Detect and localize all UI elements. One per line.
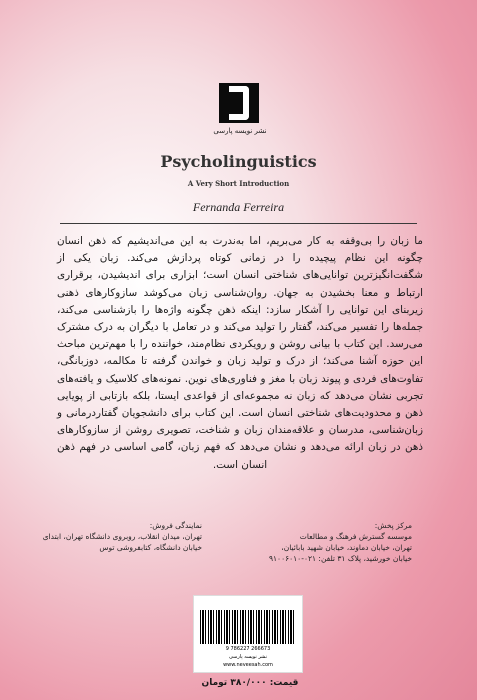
barcode-website: www.neveesah.com [223,662,273,668]
divider-line [60,223,417,224]
distribution-line: خیابان خورشید، پلاک ۳۱ تلفن: ۰۲۱-۹۱۰۰۶۰۱۰ [268,554,412,563]
representative-line: تهران، میدان انقلاب، روبروی دانشگاه تهران، ابتدای [42,532,202,541]
barcode [193,595,303,673]
book-author: Fernanda Ferreira [192,200,285,214]
book-title: Psycholinguistics [160,152,317,171]
representative-line: خیابان دانشگاه، کتابفروشی توس [99,543,202,552]
book-description: ما زبان را بی‌وقفه به کار می‌بریم، اما به‌ندرت به این می‌اندیشیم که ذهن انسان چگونه این نظام پیچیده را در زمانی کوتاه پردازش می‌کند. زبان یکی از شگفت‌انگیزترین توانایی‌های شناختی انسان است؛ ابزاری برای اندیشیدن، برقراری ارتباط و معنا بخشیدن به جهان. روان‌شناسی زبان می‌کوشد سازوکارهای ذهنی زیربنای این توانایی را آشکار سازد: اینکه ذهن چگونه واژه‌ها را بازشناسی می‌کند، جمله‌ها را تفسیر می‌کند، گفتار را تولید می‌کند و در تعامل با دیگران به درک مشترک می‌رسد. این کتاب با بیانی روشن و رویکردی نظام‌مند، خواننده را با مهم‌ترین مباحث این حوزه آشنا می‌کند؛ از درک و تولید زبان و خواندن گرفته تا مکالمه، دوزبانگی، تفاوت‌های فردی و پیوند زبان با مغز و فناوری‌های نوین. نمونه‌های کلاسیک و یافته‌های تجربی نشان می‌دهد که زبان نه مجموعه‌ای از قواعدی ایستا، بلکه بازتابی از پویایی ذهن و محدودیت‌های شناختی انسان است. این کتاب برای دانشجویان گفتاردرمانی و زبان‌شناسی، مدرسان و علاقه‌مندان زبان و شناخت، تصویری روشن از سازوکارهای ذهن در زبان ارائه می‌دهد و نشان می‌دهد که فهم زبان، گامی اساسی در فهم ذهن انسان است. [57,235,423,471]
sales-representative [2,520,202,553]
book-subtitle: A Very Short Introduction [187,179,290,188]
distribution-heading: مرکز پخش: [374,521,412,530]
distribution-line: تهران، خیابان دماوند، خیابان شهید بابائیان، [281,543,412,552]
distribution-line: موسسه گسترش فرهنگ و مطالعات [299,532,412,541]
publisher-logo-icon [219,83,259,123]
publisher-name: نشر نویسه پارسی [213,127,267,135]
representative-heading: نمایندگی فروش: [149,521,202,530]
book-price: قیمت: ۳۸۰/۰۰۰ تومان [201,678,299,688]
barcode-number: 9 786227 266673 [225,646,271,652]
distribution-center [212,520,412,564]
barcode-publisher: نشر نویسه پارسی [229,654,267,660]
barcode-bars-icon [200,610,296,644]
